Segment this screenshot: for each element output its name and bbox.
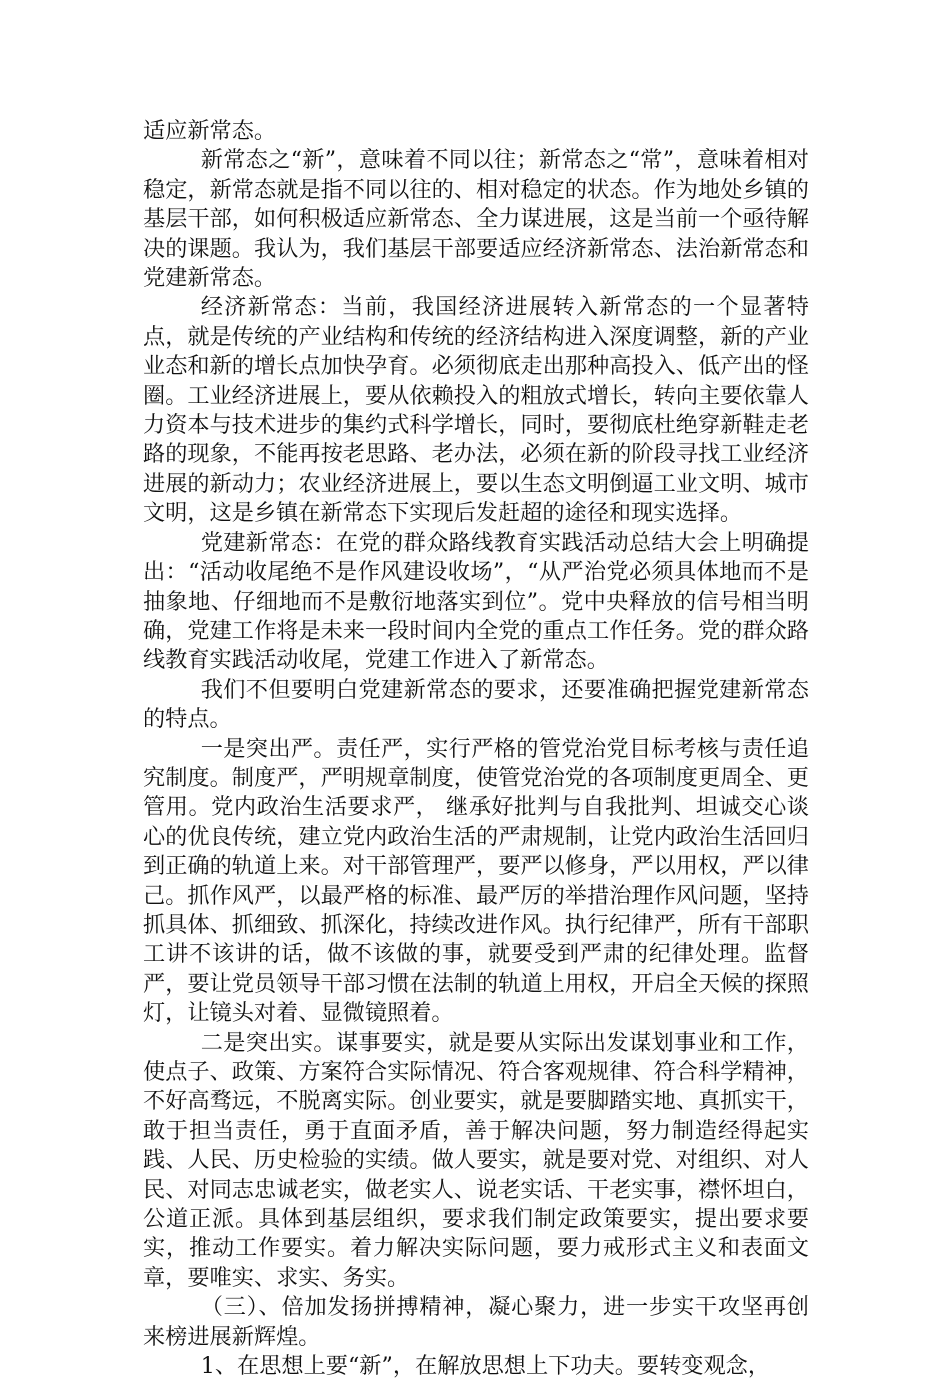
document-body: [143, 117, 809, 1381]
paragraph-economic-new-normal: 经济新常态：当前，我国经济进展转入新常态的一个显著特点，就是传统的产业结构和传统的经济结构进入深度调整，新的产业业态和新的增长点加快孕育。必须彻底走出那种高投入、低产出的怪圈。工业经济进展上，要从依赖投入的粗放式增长，转向主要依靠人力资本与技术进步的集约式科学增长，同时，要彻底杜绝穿新鞋走老路的现象，不能再按老思路、老办法，必须在新的阶段寻找工业经济进展的新动力；农业经济进展上，要以生态文明倒逼工业文明、城市文明，这是乡镇在新常态下实现后发赶超的途径和现实选择。: [143, 294, 809, 527]
paragraph-party-building-features: 我们不但要明白党建新常态的要求，还要准确把握党建新常态的特点。: [143, 676, 809, 733]
paragraph-item-one: 1、在思想上要“新”，在解放思想上下功夫。要转变观念，: [200, 1353, 771, 1380]
paragraph-party-building-new-normal: 党建新常态：在党的群众路线教育实践活动总结大会上明确提出：“活动收尾绝不是作风建设收场”，“从严治党必须具体地而不是抽象地、仔细地而不是敷衍地落实到位”。党中央释放的信号相当明确，党建工作将是未来一段时间内全党的重点工作任务。党的群众路线教育实践活动收尾，党建工作进入了新常态。: [143, 529, 809, 674]
section-heading-three: （三）、倍加发扬拼搏精神，凝心聚力，进一步实干攻坚再创来榜进展新辉煌。: [143, 1294, 809, 1350]
paragraph-continuation: 适应新常态。: [143, 118, 277, 144]
paragraph-point-practical: 二是突出实。谋事要实，就是要从实际出发谋划事业和工作，使点子、政策、方案符合实际情况、符合客观规律、符合科学精神，不好高骛远，不脱离实际。创业要实，就是要脚踏实地、真抓实干，敢于担当责任，勇于直面矛盾，善于解决问题，努力制造经得起实践、人民、历史检验的实绩。做人要实，就是要对党、对组织、对人民、对同志忠诚老实，做老实人、说老实话、干老实事，襟怀坦白，公道正派。具体到基层组织，要求我们制定政策要实，提出要求要实，推动工作要实。着力解决实际问题，要力戒形式主义和表面文章，要唯实、求实、务实。: [143, 1029, 809, 1291]
paragraph-new-normal-meaning: 新常态之“新”，意味着不同以往；新常态之“常”，意味着相对稳定，新常态就是指不同以往的、相对稳定的状态。作为地处乡镇的基层干部，如何积极适应新常态、全力谋进展，这是当前一个亟待解决的课题。我认为，我们基层干部要适应经济新常态、法治新常态和党建新常态。: [143, 147, 809, 292]
paragraph-point-strict: 一是突出严。责任严，实行严格的管党治党目标考核与责任追究制度。制度严，严明规章制度，使管党治党的各项制度更周全、更管用。党内政治生活要求严， 继承好批判与自我批判、坦诚交心谈心的优良传统，建立党内政治生活的严肃规制，让党内政治生活回归到正确的轨道上来。对干部管理严，要严以修身，严以用权，严以律己。抓作风严，以最严格的标准、最严厉的举措治理作风问题，坚持抓具体、抓细致、抓深化，持续改进作风。执行纪律严，所有干部职工讲不该讲的话，做不该做的事，就要受到严肃的纪律处理。监督严，要让党员领导干部习惯在法制的轨道上用权，开启全天候的探照灯，让镜头对着、显微镜照着。: [143, 735, 809, 1027]
